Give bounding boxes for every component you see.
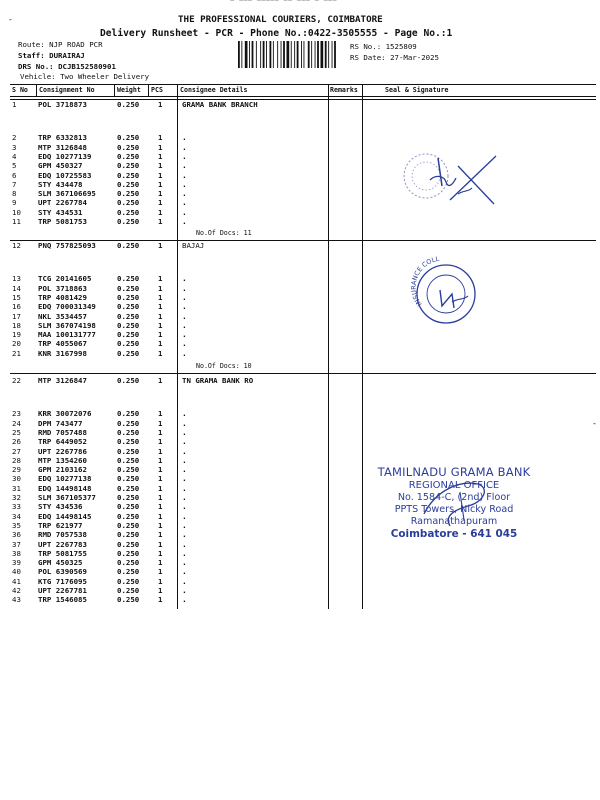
- row-consignment-no: NKL 3534457: [38, 311, 87, 321]
- row-bullet: .: [182, 548, 187, 558]
- row-weight: 0.250: [117, 437, 140, 447]
- row-pcs: 1: [158, 548, 163, 558]
- row-sno: 2: [12, 133, 17, 143]
- row-sno: 38: [12, 548, 21, 558]
- row-pcs: 1: [158, 142, 163, 152]
- row-pcs: 1: [158, 100, 163, 109]
- row-bullet: .: [182, 179, 187, 189]
- row-bullet: .: [182, 409, 187, 419]
- row-pcs: 1: [158, 283, 163, 293]
- row-sno: 43: [12, 595, 21, 605]
- table-header-bottom-border: [10, 96, 596, 97]
- col-header-sno: S No: [12, 86, 28, 94]
- row-bullet: .: [182, 339, 187, 349]
- row-bullet: .: [182, 465, 187, 475]
- row-sno: 18: [12, 320, 21, 330]
- row-weight: 0.250: [117, 161, 140, 171]
- row-sno: 4: [12, 151, 17, 161]
- row-consignment-no: TRP 6332813: [38, 133, 87, 143]
- row-pcs: 1: [158, 339, 163, 349]
- row-pcs: 1: [158, 586, 163, 595]
- row-bullet: .: [182, 161, 187, 171]
- row-sno: 1: [12, 100, 17, 109]
- row-consignment-no: POL 6390569: [38, 567, 87, 577]
- row-weight: 0.250: [117, 418, 140, 428]
- vehicle-value: Two Wheeler Delivery: [60, 72, 150, 81]
- row-weight: 0.250: [117, 302, 140, 312]
- row-bullet: .: [182, 170, 187, 180]
- row-bullet: .: [182, 530, 187, 540]
- row-pcs: 1: [158, 427, 163, 437]
- row-consignment-no: TRP 6449052: [38, 437, 87, 447]
- group-2-docs-count: No.Of Docs: 10: [196, 362, 252, 370]
- col-header-pcs: PCS: [151, 86, 163, 94]
- row-consignment-no: MTP 1354260: [38, 455, 87, 465]
- row-weight: 0.250: [117, 142, 140, 152]
- row-consignment-no: EDQ 700031349: [38, 302, 96, 312]
- row-sno: 3: [12, 142, 17, 152]
- row-bullet: .: [182, 189, 187, 199]
- row-sno: 5: [12, 161, 17, 171]
- row-sno: 21: [12, 348, 21, 358]
- rs-no-label: RS No.:: [350, 42, 382, 51]
- rs-no-value: 1525809: [385, 42, 417, 51]
- row-weight: 0.250: [117, 376, 140, 385]
- drs-line: [18, 62, 116, 71]
- row-bullet: .: [182, 474, 187, 484]
- row-pcs: 1: [158, 409, 163, 419]
- row-consignment-no: UPT 2267783: [38, 539, 87, 549]
- row-bullet: .: [182, 511, 187, 521]
- divider-remarks-left: [328, 84, 329, 609]
- group-separator-2: [10, 373, 596, 374]
- row-sno: 6: [12, 170, 17, 180]
- row-sno: 27: [12, 446, 21, 456]
- row-bullet: .: [182, 502, 187, 512]
- group-1-docs-count: No.Of Docs: 11: [196, 229, 252, 237]
- row-weight: 0.250: [117, 179, 140, 189]
- row-bullet: .: [182, 151, 187, 161]
- row-weight: 0.250: [117, 207, 140, 217]
- row-sno: 24: [12, 418, 21, 428]
- row-bullet: .: [182, 198, 187, 208]
- row-bullet: .: [182, 576, 187, 586]
- row-pcs: 1: [158, 274, 163, 284]
- group-separator-1: [10, 240, 596, 241]
- row-sno: 33: [12, 502, 21, 512]
- row-consignment-no: TRP 1546085: [38, 595, 87, 605]
- top-left-mark: -: [8, 14, 13, 24]
- rs-date-value: 27-Mar-2025: [390, 53, 440, 62]
- row-sno: 22: [12, 376, 21, 385]
- row-consignment-no: DPM 743477: [38, 418, 83, 428]
- row-pcs: 1: [158, 418, 163, 428]
- row-weight: 0.250: [117, 339, 140, 349]
- seal-2-text: INSURANCE COLL: [409, 256, 440, 308]
- row-weight: 0.250: [117, 409, 140, 419]
- row-weight: 0.250: [117, 520, 140, 530]
- row-bullet: .: [182, 348, 187, 358]
- row-sno: 15: [12, 292, 21, 302]
- row-bullet: .: [182, 292, 187, 302]
- row-pcs: 1: [158, 189, 163, 199]
- row-consignment-no: TRP 4055067: [38, 339, 87, 349]
- row-consignment-no: STY 434536: [38, 502, 83, 512]
- row-bullet: .: [182, 567, 187, 577]
- row-bullet: .: [182, 455, 187, 465]
- row-consignment-no: EDQ 14498145: [38, 511, 92, 521]
- row-consignment-no: UPT 2267784: [38, 198, 87, 208]
- row-weight: 0.250: [117, 530, 140, 540]
- row-sno: 37: [12, 539, 21, 549]
- row-pcs: 1: [158, 539, 163, 549]
- staff-label: Staff:: [18, 51, 45, 60]
- row-sno: 34: [12, 511, 21, 521]
- row-pcs: 1: [158, 465, 163, 475]
- row-pcs: 1: [158, 493, 163, 502]
- stamp-line-5: Ramanathapuram: [410, 516, 498, 527]
- row-weight: 0.250: [117, 483, 140, 493]
- row-consignment-no: SLM 367074198: [38, 320, 96, 330]
- row-consignment-no: EDQ 14498148: [38, 483, 92, 493]
- row-consignment-no: TRP 621977: [38, 520, 83, 530]
- row-pcs: 1: [158, 179, 163, 189]
- right-edge-mark: -: [592, 418, 597, 428]
- drs-value: DCJB152580901: [58, 62, 116, 71]
- vehicle-label: Vehicle:: [20, 72, 56, 81]
- row-sno: 29: [12, 465, 21, 475]
- row-weight: 0.250: [117, 320, 140, 330]
- bank-stamp-signature: [414, 470, 504, 534]
- row-weight: 0.250: [117, 465, 140, 475]
- row-pcs: 1: [158, 311, 163, 321]
- svg-text:INSURANCE COLL: [410, 256, 440, 308]
- staff-line: [18, 51, 85, 60]
- stamp-line-4: PPTS Towers, Nicky Road: [394, 504, 514, 515]
- row-pcs: 1: [158, 455, 163, 465]
- row-consignment-no: MTP 3126847: [38, 376, 87, 385]
- top-cutoff-text: [230, 0, 337, 4]
- row-weight: 0.250: [117, 151, 140, 161]
- row-consignment-no: GPM 450327: [38, 161, 83, 171]
- row-weight: 0.250: [117, 311, 140, 321]
- row-pcs: 1: [158, 198, 163, 208]
- seal-signature-2: [408, 256, 488, 332]
- staff-value: DURAIRAJ: [49, 51, 85, 60]
- row-bullet: .: [182, 483, 187, 493]
- row-bullet: .: [182, 311, 187, 321]
- row-bullet: .: [182, 207, 187, 217]
- table-header-double-border: [10, 99, 596, 100]
- row-weight: 0.250: [117, 133, 140, 143]
- row-weight: 0.250: [117, 241, 140, 250]
- table-top-border: [10, 84, 596, 85]
- row-sno: 19: [12, 330, 21, 340]
- row-consignment-no: POL 3718873: [38, 100, 87, 109]
- company-name: THE PROFESSIONAL COURIERS, COIMBATORE: [178, 14, 383, 25]
- row-consignment-no: STY 434531: [38, 207, 83, 217]
- row-consignment-no: STY 434478: [38, 179, 83, 189]
- row-bullet: .: [182, 320, 187, 330]
- route-value: NJP ROAD PCR: [49, 40, 103, 49]
- row-sno: 16: [12, 302, 21, 312]
- row-consignment-no: TRP 5081753: [38, 217, 87, 226]
- row-sno: 25: [12, 427, 21, 437]
- row-weight: 0.250: [117, 539, 140, 549]
- row-sno: 11: [12, 217, 21, 226]
- row-weight: 0.250: [117, 502, 140, 512]
- row-pcs: 1: [158, 576, 163, 586]
- stamp-line-3: No. 1584-C, (2nd) Floor: [397, 492, 511, 503]
- row-sno: 12: [12, 241, 21, 250]
- row-sno: 13: [12, 274, 21, 284]
- row-weight: 0.250: [117, 595, 140, 605]
- row-weight: 0.250: [117, 427, 140, 437]
- row-sno: 7: [12, 179, 17, 189]
- row-consignment-no: POL 3718863: [38, 283, 87, 293]
- row-sno: 26: [12, 437, 21, 447]
- row-consignment-no: KTG 7176095: [38, 576, 87, 586]
- row-bullet: .: [182, 217, 187, 226]
- row-consignment-no: KRR 30072076: [38, 409, 92, 419]
- row-pcs: 1: [158, 520, 163, 530]
- stamp-line-2: REGIONAL OFFICE: [408, 480, 500, 491]
- row-consignment-no: TCG 20141605: [38, 274, 92, 284]
- row-weight: 0.250: [117, 100, 140, 109]
- row-pcs: 1: [158, 133, 163, 143]
- row-weight: 0.250: [117, 198, 140, 208]
- row-weight: 0.250: [117, 330, 140, 340]
- row-bullet: .: [182, 418, 187, 428]
- barcode: [237, 41, 345, 68]
- col-header-consignee: Consignee Details: [180, 86, 248, 94]
- row-consignment-no: UPT 2267781: [38, 586, 87, 595]
- row-pcs: 1: [158, 567, 163, 577]
- row-sno: 40: [12, 567, 21, 577]
- row-weight: 0.250: [117, 283, 140, 293]
- row-bullet: .: [182, 427, 187, 437]
- group-2-consignee: BAJAJ: [182, 241, 205, 250]
- row-weight: 0.250: [117, 586, 140, 595]
- row-pcs: 1: [158, 446, 163, 456]
- route-line: [18, 40, 103, 49]
- row-sno: 42: [12, 586, 21, 595]
- row-bullet: .: [182, 493, 187, 502]
- row-weight: 0.250: [117, 274, 140, 284]
- row-pcs: 1: [158, 170, 163, 180]
- row-bullet: .: [182, 520, 187, 530]
- row-pcs: 1: [158, 161, 163, 171]
- row-pcs: 1: [158, 320, 163, 330]
- row-sno: 9: [12, 198, 17, 208]
- row-weight: 0.250: [117, 217, 140, 226]
- rs-date-line: [350, 53, 439, 62]
- row-pcs: 1: [158, 502, 163, 512]
- stamp-line-1: TAMILNADU GRAMA BANK: [377, 465, 531, 479]
- row-bullet: .: [182, 437, 187, 447]
- row-pcs: 1: [158, 511, 163, 521]
- row-pcs: 1: [158, 483, 163, 493]
- row-pcs: 1: [158, 376, 163, 385]
- row-sno: 8: [12, 189, 17, 199]
- row-weight: 0.250: [117, 474, 140, 484]
- col-header-consignment: Consignment No: [39, 86, 95, 94]
- row-pcs: 1: [158, 558, 163, 568]
- row-bullet: .: [182, 539, 187, 549]
- row-pcs: 1: [158, 530, 163, 540]
- seal-signature-1: [398, 138, 508, 218]
- row-sno: 20: [12, 339, 21, 349]
- row-sno: 28: [12, 455, 21, 465]
- col-header-seal: Seal & Signature: [385, 86, 449, 94]
- row-consignment-no: PNQ 757825093: [38, 241, 96, 250]
- row-weight: 0.250: [117, 493, 140, 502]
- row-bullet: .: [182, 283, 187, 293]
- route-label: Route:: [18, 40, 45, 49]
- divider-consignee-left: [177, 84, 178, 609]
- row-weight: 0.250: [117, 292, 140, 302]
- row-bullet: .: [182, 586, 187, 595]
- row-bullet: .: [182, 330, 187, 340]
- row-consignment-no: EDQ 10725583: [38, 170, 92, 180]
- row-consignment-no: KNR 3167998: [38, 348, 87, 358]
- row-sno: 30: [12, 474, 21, 484]
- row-weight: 0.250: [117, 511, 140, 521]
- row-consignment-no: TRP 4081429: [38, 292, 87, 302]
- row-consignment-no: GPM 450325: [38, 558, 83, 568]
- row-pcs: 1: [158, 207, 163, 217]
- row-pcs: 1: [158, 330, 163, 340]
- row-sno: 32: [12, 493, 21, 502]
- row-consignment-no: EDQ 10277139: [38, 151, 92, 161]
- col-header-remarks: Remarks: [330, 86, 358, 94]
- row-weight: 0.250: [117, 567, 140, 577]
- row-pcs: 1: [158, 292, 163, 302]
- row-sno: 14: [12, 283, 21, 293]
- row-sno: 17: [12, 311, 21, 321]
- row-bullet: .: [182, 133, 187, 143]
- group-1-consignee: GRAMA BANK BRANCH: [182, 100, 258, 109]
- row-pcs: 1: [158, 241, 163, 250]
- drs-label: DRS No.:: [18, 62, 54, 71]
- runsheet-title: Delivery Runsheet - PCR - Phone No.:0422-3505555 - Page No.:1: [100, 28, 453, 39]
- row-pcs: 1: [158, 474, 163, 484]
- rs-no-line: [350, 42, 417, 51]
- row-bullet: .: [182, 595, 187, 605]
- row-sno: 41: [12, 576, 21, 586]
- row-pcs: 1: [158, 595, 163, 605]
- row-bullet: .: [182, 302, 187, 312]
- row-pcs: 1: [158, 217, 163, 226]
- row-weight: 0.250: [117, 455, 140, 465]
- row-bullet: .: [182, 142, 187, 152]
- row-consignment-no: RMD 7057538: [38, 530, 87, 540]
- col-header-weight: Weight: [117, 86, 141, 94]
- row-sno: 35: [12, 520, 21, 530]
- row-sno: 31: [12, 483, 21, 493]
- row-weight: 0.250: [117, 548, 140, 558]
- row-weight: 0.250: [117, 576, 140, 586]
- row-consignment-no: UPT 2267786: [38, 446, 87, 456]
- row-bullet: .: [182, 446, 187, 456]
- row-consignment-no: GPM 2103162: [38, 465, 87, 475]
- row-weight: 0.250: [117, 348, 140, 358]
- row-consignment-no: RMD 7057488: [38, 427, 87, 437]
- row-consignment-no: SLM 367106695: [38, 189, 96, 199]
- row-weight: 0.250: [117, 558, 140, 568]
- row-consignment-no: SLM 367105377: [38, 493, 96, 502]
- row-bullet: .: [182, 558, 187, 568]
- stamp-line-6: Coimbatore - 641 045: [390, 528, 518, 540]
- row-pcs: 1: [158, 437, 163, 447]
- row-sno: 23: [12, 409, 21, 419]
- row-pcs: 1: [158, 151, 163, 161]
- row-consignment-no: MTP 3126848: [38, 142, 87, 152]
- rs-date-label: RS Date:: [350, 53, 386, 62]
- row-weight: 0.250: [117, 446, 140, 456]
- divider-seal-left: [362, 84, 363, 609]
- group-3-consignee: TN GRAMA BANK RO: [182, 376, 254, 385]
- row-weight: 0.250: [117, 189, 140, 199]
- row-consignment-no: EDQ 10277138: [38, 474, 92, 484]
- row-sno: 39: [12, 558, 21, 568]
- row-pcs: 1: [158, 348, 163, 358]
- row-consignment-no: TRP 5081755: [38, 548, 87, 558]
- vehicle-line: [20, 72, 149, 81]
- row-pcs: 1: [158, 302, 163, 312]
- row-sno: 36: [12, 530, 21, 540]
- row-weight: 0.250: [117, 170, 140, 180]
- row-sno: 10: [12, 207, 21, 217]
- row-consignment-no: MAA 100131777: [38, 330, 96, 340]
- row-bullet: .: [182, 274, 187, 284]
